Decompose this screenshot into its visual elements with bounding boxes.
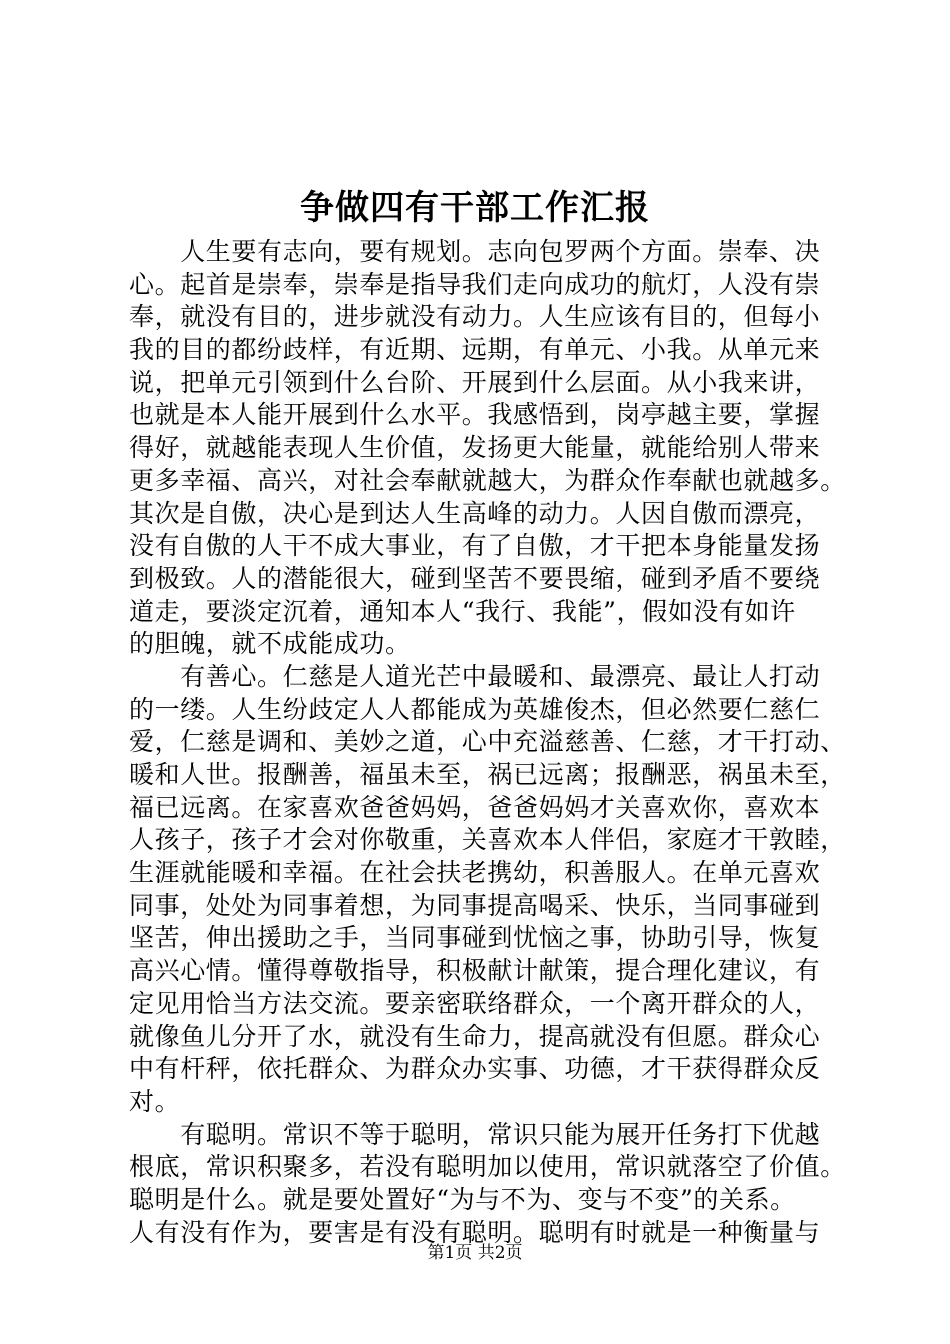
- text-line: 聪明是什么。就是要处置好“为与不为、变与不变”的关系。: [129, 1184, 796, 1214]
- text-line: 得好，就越能表现人生价值，发扬更大能量，就能给别人带来: [129, 433, 821, 463]
- text-line: 道走，要淡定沉着，通知本人“我行、我能”，假如没有如许: [129, 596, 796, 626]
- text-line: 暖和人世。报酬善，福虽未至，祸已远离；报酬恶，祸虽未至，: [129, 760, 846, 789]
- text-line: 心。起首是崇奉，崇奉是指导我们走向成功的航灯，人没有崇: [129, 269, 821, 299]
- text-line: 福已远离。在家喜欢爸爸妈妈，爸爸妈妈才关喜欢你，喜欢本: [129, 792, 821, 822]
- text-line: 就像鱼儿分开了水，就没有生命力，提高就没有但愿。群众心: [129, 1021, 821, 1051]
- text-line: 根底，常识积聚多，若没有聪明加以使用，常识就落空了价值。: [129, 1152, 846, 1182]
- text-line: 对。: [129, 1086, 181, 1116]
- text-line: 中有杆秤，依托群众、为群众办实事、功德，才干获得群众反: [129, 1054, 821, 1084]
- text-line: 生涯就能暖和幸福。在社会扶老携幼，积善服人。在单元喜欢: [129, 858, 821, 888]
- text-line: 说，把单元引领到什么台阶、开展到什么层面。从小我来讲，: [129, 367, 821, 397]
- text-line: 的一缕。人生纷歧定人人都能成为英雄俊杰，但必然要仁慈仁: [129, 694, 821, 724]
- document-body: [129, 236, 853, 1249]
- text-line: 奉，就没有目的，进步就没有动力。人生应该有目的，但每小: [129, 302, 821, 332]
- text-line: 更多幸福、高兴，对社会奉献就越大，为群众作奉献也就越多。: [129, 465, 846, 495]
- text-line: 其次是自傲，决心是到达人生高峰的动力。人因自傲而漂亮，: [129, 498, 821, 528]
- text-line: 也就是本人能开展到什么水平。我感悟到，岗亭越主要，掌握: [129, 400, 821, 430]
- text-line: 坚苦，伸出援助之手，当同事碰到忧恼之事，协助引导，恢复: [129, 923, 821, 953]
- text-line: 爱，仁慈是调和、美妙之道，心中充溢慈善、仁慈，才干打动、: [129, 727, 846, 757]
- text-line: 定见用恰当方法交流。要亲密联络群众，一个离开群众的人，: [129, 988, 821, 1018]
- text-line: 人生要有志向，要有规划。志向包罗两个方面。崇奉、决: [129, 237, 821, 266]
- text-line: 到极致。人的潜能很大，碰到坚苦不要畏缩，碰到矛盾不要绕: [129, 563, 821, 593]
- page-footer: 第1页 共2页: [427, 1243, 523, 1263]
- text-line: 的胆魄，就不成能成功。: [129, 629, 411, 659]
- text-line: 高兴心情。懂得尊敬指导，积极献计献策，提合理化建议，有: [129, 956, 821, 986]
- text-line: 同事，处处为同事着想，为同事提高喝采、快乐，当同事碰到: [129, 890, 821, 920]
- text-line: 有聪明。常识不等于聪明，常识只能为展开任务打下优越: [129, 1119, 821, 1149]
- document-title: 争做四有干部工作汇报: [300, 188, 650, 228]
- text-line: 没有自傲的人干不成大事业，有了自傲，才干把本身能量发扬: [129, 531, 821, 561]
- text-line: 人孩子，孩子才会对你敬重，关喜欢本人伴侣，家庭才干敦睦，: [129, 825, 846, 855]
- text-line: 人有没有作为，要害是有没有聪明。聪明有时就是一种衡量与: [129, 1217, 821, 1247]
- text-line: 我的目的都纷歧样，有近期、远期，有单元、小我。从单元来: [129, 335, 821, 365]
- text-line: 有善心。仁慈是人道光芒中最暖和、最漂亮、最让人打动: [129, 661, 821, 691]
